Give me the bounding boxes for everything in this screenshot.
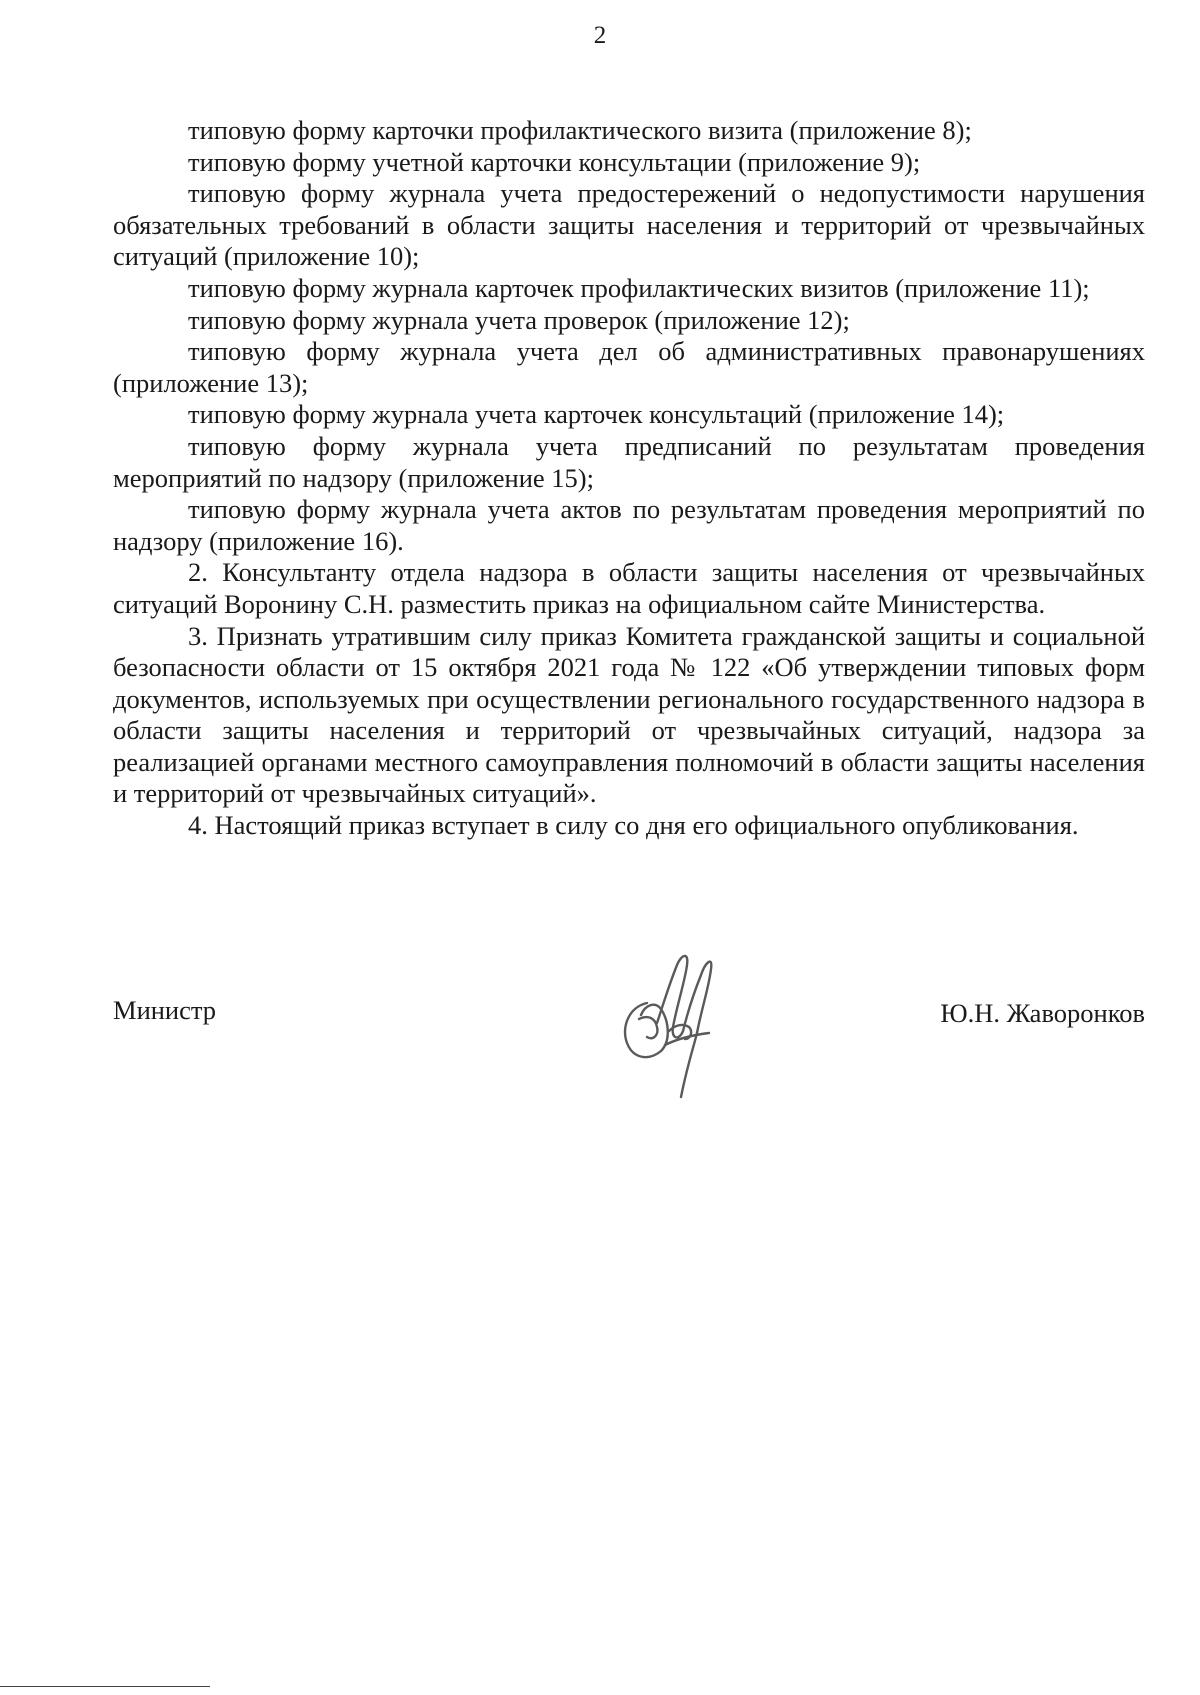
document-body — [113, 115, 1145, 842]
paragraph-item-4: 4. Настоящий приказ вступает в силу со дня его официального опубликования. — [188, 810, 1079, 841]
paragraph-appendix-8: типовую форму карточки профилактического визита (приложение 8); — [188, 115, 972, 145]
paragraph-appendix-16: типовую форму журнала учета актов по результатам проведения мероприятий по надзору (приложение 16). — [113, 494, 1145, 556]
paragraph-appendix-9: типовую форму учетной карточки консультации (приложение 9); — [188, 146, 921, 177]
page-number: 2 — [593, 22, 607, 49]
paragraph-appendix-12: типовую форму журнала учета проверок (приложение 12); — [188, 304, 850, 335]
paragraph-appendix-15: типовую форму журнала учета предписаний по результатам проведения мероприятий по надзору (приложение 15); — [113, 430, 1145, 493]
bottom-divider — [0, 1686, 210, 1687]
paragraph-item-2: 2. Консультанту отдела надзора в области защиты населения от чрезвычайных ситуаций Воронину С.Н. разместить приказ на официальном сайте Министерства. — [113, 557, 1145, 619]
paragraph-appendix-13: типовую форму журнала учета дел об административных правонарушениях (приложение 13); — [113, 336, 1145, 398]
paragraph-appendix-10: типовую форму журнала учета предостережений о недопустимости нарушения обязательных требований в области защиты населения и территорий от чрезвычайных ситуаций (приложение 10); — [113, 178, 1145, 272]
handwritten-signature-icon — [617, 935, 727, 1100]
signatory-name: Ю.Н. Жаворонков — [940, 998, 1145, 1028]
paragraph-appendix-14: типовую форму журнала учета карточек консультаций (приложение 14); — [188, 399, 1005, 430]
paragraph-item-3: 3. Признать утратившим силу приказ Комитета гражданской защиты и социальной безопасности области от 15 октября 2021 года № 122 «Об утверждении типовых форм документов, используемых при осуществлении регионального государственного надзора в области защиты населения и территорий от чрезвычайных ситуаций, надзора за реализацией органами местного самоуправления полномочий в области защиты населения и территорий от чрезвычайных ситуаций». — [113, 620, 1145, 809]
paragraph-appendix-11: типовую форму журнала карточек профилактических визитов (приложение 11); — [188, 272, 1090, 303]
signatory-title: Министр — [113, 995, 217, 1025]
